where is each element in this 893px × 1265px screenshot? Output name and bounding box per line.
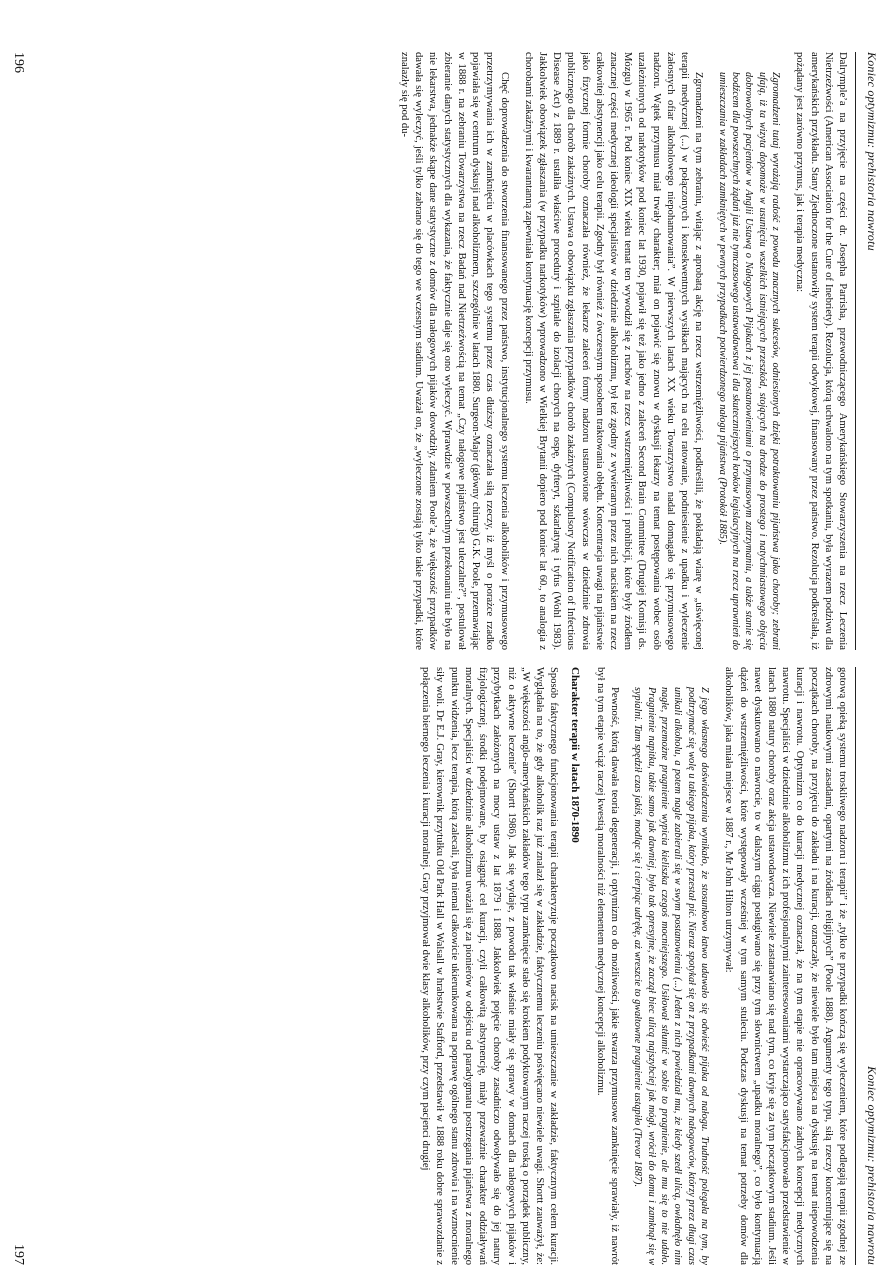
- paragraph: Sposób faktycznego funkcjonowania terapii charakteryzuje początkowo nacisk na umieszczanie w zakładzie, faktycznym celem kuracji. Wyglądała na to, że gdy alkoholik raz już znalazł się w zakładzie, faktycznemu leczeniu poświęcano niewiele uwagi. Shortt zauważył, że: „W większości anglo-amerykańskich zakładów tego typu zamknięcie stało się krokiem podyktowanym raczej troską o porządek publiczny, niż o aktywne leczenie” (Shortt 1986). Jak się wydaje, z powodu tak właśnie miały się sprawy w domach dla nałogowych pijaków i przybytkach założonych na mocy ustaw z lat 1879 i 1888. Jakkolwiek pojęcie choroby zasadniczo odwoływało się do jej natury fizjologicznej, środki podejmowane, by osiągnąć cel kuracji, czyli całkowitą abstynencję, miały przeważnie charakter oddziaływań moralnych. Specjaliści w dziedzinie alkoholizmu uważali się za pionierów w odejściu od paradygmatu postrzegania pijaństwa z moralnego punktu widzenia, lecz terapia, którą zalecali, była niemal całkowicie ukierunkowana na poprawę ogólnego stanu zdrowia i na wzmocnienie siły woli. Dr E.J. Gray, kierownik przytułku Old Park Hall w Walsall w hrabstwie Stafford, przedstawił w 1888 roku dobre sprawozdanie z połączenia biernego leczenia i kuracji moralnej. Gray przyjmował dwie klasy alkoholików, przy czym pacjenci drugiej: [420, 667, 560, 1265]
- page-number: 196: [11, 52, 26, 73]
- block-quote: Z jego własnego doświadczenia wynikało, że stosunkowo łatwo udawało się odwieść pijaka od nałogu. Trudność polegała na tym, by podtrzymać się wolę u takiego pijaka, który przestał pić. Nieraz spotykał się on z przypadkami dawnych nałogowców, którzy przez długi czas unikali alkoholu, a potem nagle zabierali się w swym postanowieniu (...) Jeden z nich powiedział mu, że kiedy szedł ulicą, owładnęło nim nagłe, przemożne pragnienie wypicia kieliszka czegoś mocniejszego. Usiłował stłumić w sobie to pragnienie, ale mu się to nie udało. Pragnienie napitku, takie samo jak dawniej, było tak opresyjne, że zaczął biec ulicą najszybciej jak mógł, wrócił do domu i zamknął się w sypialni. Tam spędził czas jakiś, modląc się i cierpiąc udrękę, aż wreszcie to gwałtowne pragnienie ustąpiło (Trevor 1887).: [632, 687, 711, 1265]
- page-body: [40, 667, 849, 1265]
- page-number: 197: [11, 1244, 26, 1265]
- paragraph: Zgromadzeni na tym zebraniu, witając z aprobatą akcję na rzecz wstrzemięźliwości, podkreślili, że pokładają wiarę w „uświęconej terapii medycznej (...) w połączonych i konsekwentnych wysiłkach mających na celu ratowanie, podniesienie z upadku i wyleczenie żałosnych ofiar alkoholowego niepohamowania”. W pierwszych latach XX wieku Towarzystwo nadal domagało się przymusowego nadzoru. Wątek przymusu miał trwały charakter; miał on pojawić się znowu w dyskusji lekarzy na temat postępowania wobec osób uzależnionych od narkotyków pod koniec lat 1930, pojawił się też jako jedno z zaleceń Second Brain Committee (Drugiej Komisji ds. Mózgu) w 1965 r. Pod koniec XIX wieku temat ten wywodził się z ruchów na rzecz wstrzemięźliwości i prohibicji, które były źródłem znacznej części medycznej ideologii specjalistów w dziedzinie alkoholizmu, był też zgodny z wywieranym przez nich naciskiem na rzecz całkowitej abstynencji jako celu terapii. Zgodny był również z ówczesnym sposobem traktowania obłędu. Koncentracja uwagi na pijaństwie jako fizycznej formie choroby oznaczała również, że lekarze zaleceń formy nadzoru ustanowione wówczas w dziedzinie zdrowia publicznego dla chorób zakaźnych. Ustawa o obowiązku zgłaszania przypadków chorób zakaźnych (Compulsory Notification of Infectious Disease Act) z 1889 r. ustaliła właściwe procedury i szpitale do izolacji chorych na ospę, dyfteryt, szkarlatynę i tyfus (Wohl 1983). Jakkolwiek obowiązek zgłaszania (w przypadku narkotyków) wprowadzono w Wielkiej Brytanii dopiero pod koniec lat 60., to analogia z chorobami zakaźnymi i kwarantanną zapewniała kontynuację koncepcji przymusu.: [522, 52, 705, 650]
- paragraph: Pewność, którą dawała teoria degeneracji, i optymizm co do możliwości, jakie stwarza przymusowe zamknięcie sprawiały, iż nawrót był na tym etapie wciąż raczej kwestią moralności niż elementem medycznej koncepcji alkoholizmu.: [594, 667, 620, 1265]
- running-header: Koniec optymizmu: prehistoria nawrotu: [855, 52, 879, 650]
- right-page: [0, 655, 893, 1265]
- running-header: Koniec optymizmu: prehistoria nawrotu: [855, 667, 879, 1265]
- block-quote: Zgromadzeni tutaj wyrażają radość z powodu znacznych sukcesów, odniesionych dzięki potraktowaniu pijaństwa jako choroby; zebrani ufają, iż ta wizyta dopomoże w usunięciu wszelkich istniejących przeszkód, stojących na drodze do prostego i natychmiastowego objęcia dobrowolnych pacjentów w Anglii Ustawą o Nałogowych Pijakach z jej postanowieniami o przymusowym zatrzymaniu, a także stanie się bodźcem dla powszechnych żądań już nie tymczasowego ustawodawstwa i dla skuteczniejszych kroków legislacyjnych na rzecz uprawnień do umieszczania w zakładach zamkniętych w pewnych przypadkach potwierdzonego nałogu pijaństwa (Protokół 1885).: [716, 72, 782, 650]
- paragraph: Chęć doprowadzenia do stworzenia finansowanego przez państwo, instytucjonalnego systemu leczenia alkoholików i przymusowego przetrzymywania ich w zamknięciu w placówkach tego systemu przez czas dłuższy oznaczała siłą rzeczy, iż myśl o porażce rzadko pojawiała się w centrum dyskusji nad alkoholizmem, szczególnie w latach 1880. Surgeon-Major (główny chirurg) G.K. Poole, przemawiając w 1888 r. na zebraniu Towarzystwa na rzecz Badań nad Nietrzeźwością na temat „Czy nałogowe pijaństwo jest uleczalne?”, postulował zbieranie danych statystycznych dla wykazania, że faktycznie daje się ono wyleczyć. Wprawdzie w powszechnym przekonaniu nie było na nie lekarstwa, jednakże skąpe dane statystyczne z domów dla nałogowych pijaków dowodziły, zdaniem Poole’a, że większość przypadków dawała się wyleczyć, jeśli tylko zabrano się do tego we wczesnym stadium. Uważał on, że „wyleczone zostają tylko takie przypadki, które znalazły się pod du-: [399, 52, 510, 650]
- left-page: [0, 40, 893, 650]
- section-heading: Charakter terapii w latach 1870-1890: [569, 667, 582, 843]
- page-body: [40, 52, 849, 650]
- paragraph: gotową opieką systemu troskliwego nadzoru i terapii” i że „tylko te przypadki kończą się wyleczeniem, które podlegają terapii zgodnej ze zdrowymi naukowymi zasadami, opartymi na źródłach religijnych” (Poole 1888). Argumenty tego typu, siłą rzeczy koncentrujące się na początkach choroby, na przyjęciu do zakładu i na kuracji, oznaczały, że niewiele było tam miejsca na dyskusję na temat niepowodzenia kuracji i nawrotu. Optymizm co do kuracji medycznej oznaczał, że na tym etapie nie opracowywano żadnych koncepcji medycznych nawrotu. Specjaliści w dziedzinie alkoholizmu z ich profesjonalnymi zainteresowaniami wystarczająco satysfakcjonowało przedstawienie w latach 1880 natury choroby oraz akcja ustawodawcza. Niewiele zastanawiano się nad tym, co kryje się za tym początkowym stadium. Jeśli nawet dyskutowano o nawrocie, to w dalszym ciągu posługiwano się przy tym słownictwem „upadku moralnego”, co było kontynuacją dążeń do wstrzemięźliwości, które występowały wcześniej w tym samym stuleciu. Podczas dyskusji na temat potrzeby domów dla alkoholików, jaka miała miejsce w 1887 r., Mr John Hilton utrzymywał:: [723, 667, 848, 1265]
- paragraph: Dalrymple’a na przyjęcie na części dr. Josepha Parrisha, przewodniczącego Amerykańskiego Stowarzyszenia na rzecz Leczenia Nietrzeźwości (American Association for the Cure of Inebriety). Rezolucja, którą uchwalono na tym spotkaniu, była wyrazem podziwu dla amerykańskich przykładu. Stany Zjednoczone ustanowiły system terapii odwykowej, finansowany przez państwo. Rezolucja podkreślała, iż pożądany jest zarówno przymus, jak i terapia medyczna:: [794, 52, 848, 650]
